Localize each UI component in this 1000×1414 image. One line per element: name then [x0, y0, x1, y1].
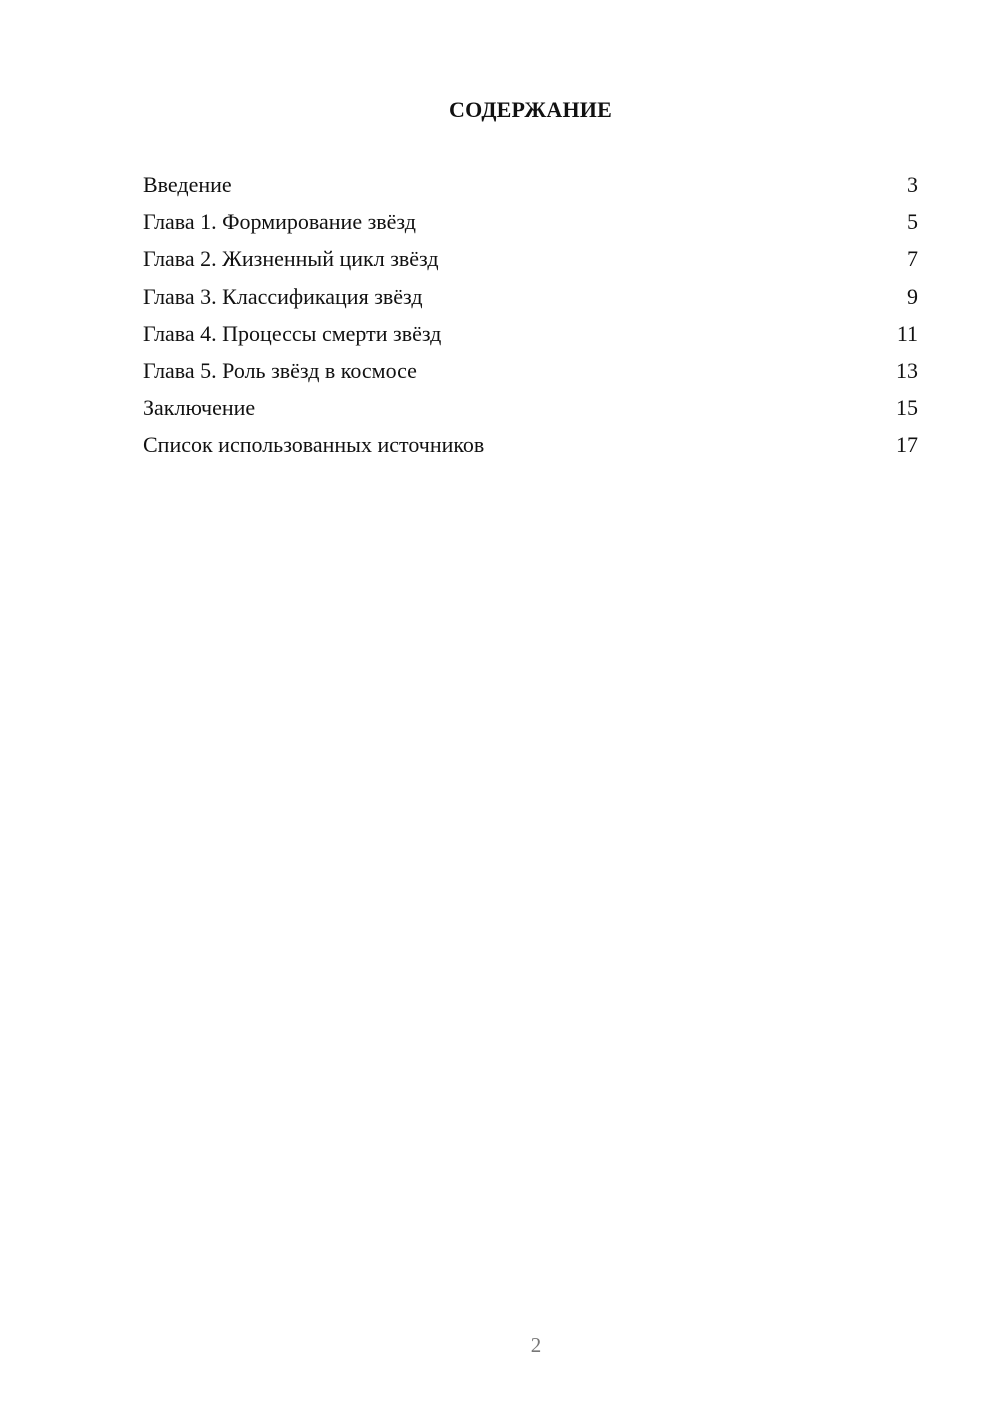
- toc-item-chapter-4: [143, 318, 918, 355]
- toc-item-page: 15: [896, 395, 918, 421]
- toc-item-chapter-5: [143, 355, 918, 392]
- toc-item-label: Введение: [143, 172, 232, 197]
- toc-item-page: 5: [907, 209, 918, 235]
- toc-item-label: Глава 4. Процессы смерти звёзд: [143, 320, 442, 346]
- toc-item-conclusion: [143, 392, 918, 429]
- toc-item-page: 13: [896, 357, 918, 383]
- toc-item-page: 9: [907, 283, 918, 309]
- toc-item-label: Глава 3. Классификация звёзд: [143, 283, 423, 309]
- toc-item-page: 11: [896, 320, 918, 346]
- toc-item-chapter-2: [143, 243, 918, 280]
- toc-title: СОДЕРЖАНИЕ: [449, 97, 612, 122]
- page-number: 2: [530, 1333, 542, 1357]
- toc-item-label: Список использованных источников: [143, 432, 485, 458]
- table-of-contents: [143, 169, 918, 467]
- toc-item-introduction: [143, 169, 918, 206]
- toc-item-page: 3: [907, 172, 918, 197]
- toc-item-label: Глава 5. Роль звёзд в космосе: [143, 357, 417, 383]
- toc-item-page: 17: [896, 432, 918, 458]
- toc-item-label: Глава 2. Жизненный цикл звёзд: [143, 246, 439, 272]
- toc-item-chapter-3: [143, 281, 918, 318]
- toc-item-chapter-1: [143, 206, 918, 243]
- toc-item-page: 7: [907, 246, 918, 272]
- toc-item-label: Заключение: [143, 395, 256, 421]
- toc-item-label: Глава 1. Формирование звёзд: [143, 209, 416, 235]
- toc-item-references: [143, 429, 918, 466]
